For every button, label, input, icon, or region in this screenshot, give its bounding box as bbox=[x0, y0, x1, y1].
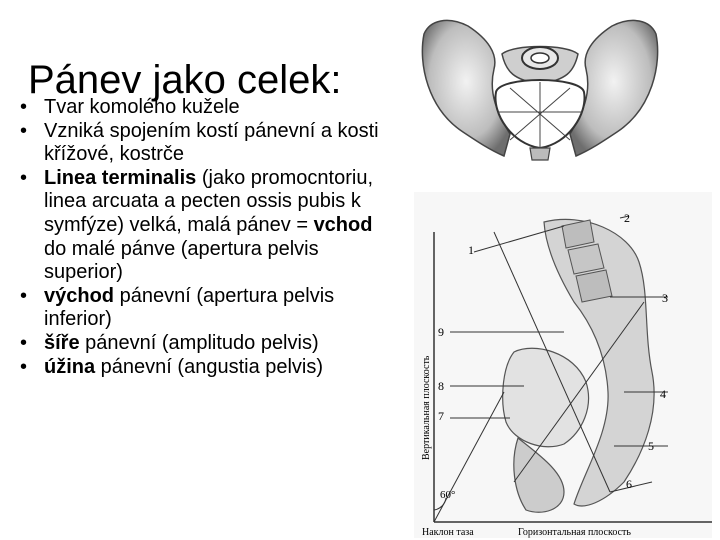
figure-label-4: 4 bbox=[660, 387, 666, 401]
bullet-dot: • bbox=[20, 166, 28, 189]
pelvis-top-view-illustration bbox=[418, 14, 662, 162]
vertical-plane-label: Вертикальная плоскость bbox=[421, 355, 432, 460]
figure-label-3: 3 bbox=[662, 291, 668, 305]
figure-label-5: 5 bbox=[648, 439, 654, 453]
figure-label-2: 2 bbox=[624, 211, 630, 225]
figure-label-7: 7 bbox=[438, 409, 444, 423]
slide-title: Pánev jako celek: bbox=[28, 57, 342, 102]
bullet-item bbox=[20, 332, 395, 356]
figure-label-1: 1 bbox=[468, 243, 474, 257]
figure-label-8: 8 bbox=[438, 379, 444, 393]
bullet-dot: • bbox=[20, 331, 28, 354]
pelvis-tilt-label: Наклон таза bbox=[422, 527, 474, 538]
bullet-item bbox=[20, 167, 395, 285]
bullet-item bbox=[20, 120, 395, 167]
bullet-text: Tvar komolého kužele bbox=[44, 96, 240, 118]
bullet-list bbox=[20, 96, 395, 379]
pelvis-sagittal-section-illustration bbox=[414, 192, 712, 538]
horizontal-plane-label: Горизонтальная плоскость bbox=[518, 527, 631, 538]
bullet-text: šíře pánevní (amplitudo pelvis) bbox=[44, 331, 319, 354]
bullet-text: východ pánevní (apertura pelvis inferior) bbox=[44, 284, 335, 331]
bullet-dot: • bbox=[20, 119, 28, 142]
bullet-dot: • bbox=[20, 96, 28, 118]
bullet-text: Vzniká spojením kostí pánevní a kosti křížové, kostrče bbox=[44, 119, 379, 166]
bullet-item bbox=[20, 96, 395, 120]
figure-label-6: 6 bbox=[626, 477, 632, 491]
bullet-item bbox=[20, 356, 395, 380]
angle-label: 60° bbox=[440, 489, 456, 501]
figure-label-9: 9 bbox=[438, 325, 444, 339]
bullet-item bbox=[20, 285, 395, 332]
bullet-text: Linea terminalis (jako promocntoriu, linea arcuata a pecten ossis pubis k symfýze) velká, malá pánev = vchod do malé pánve (apertura pelvis superior) bbox=[44, 166, 374, 284]
bullet-text: úžina pánevní (angustia pelvis) bbox=[44, 355, 324, 378]
bullet-dot: • bbox=[20, 355, 28, 378]
bullet-dot: • bbox=[20, 284, 28, 307]
